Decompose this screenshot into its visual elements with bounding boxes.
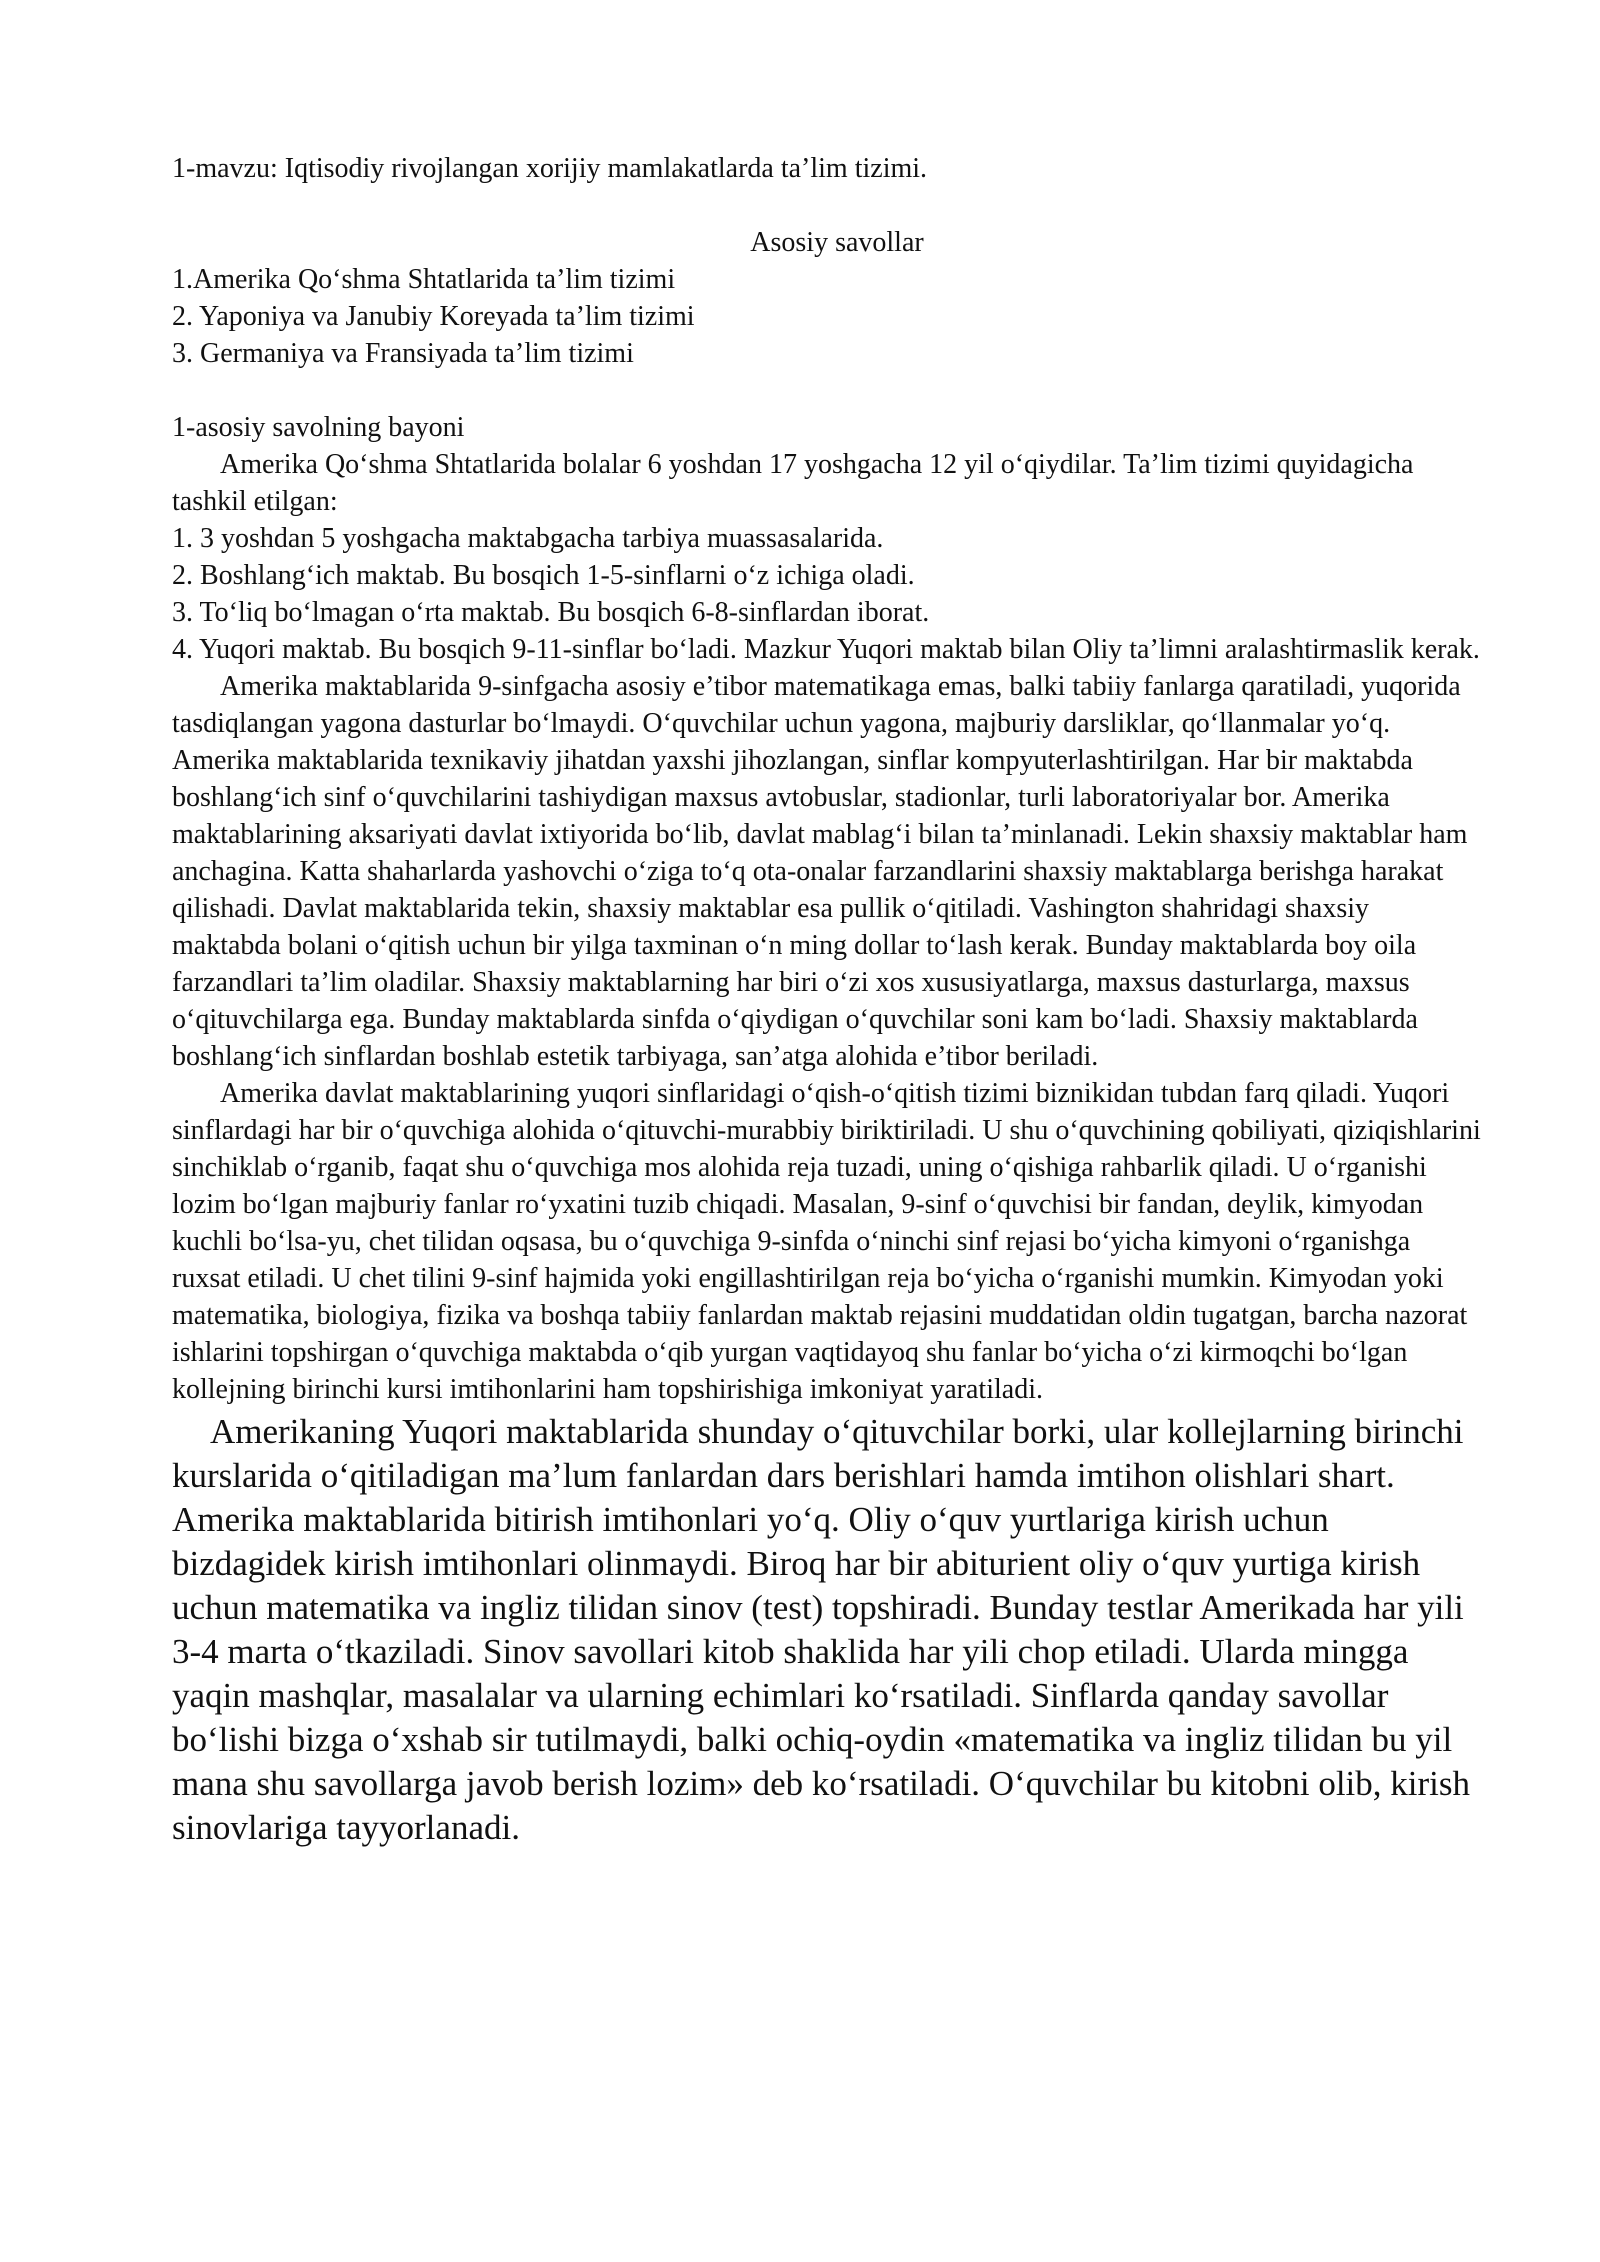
section-heading: 1-asosiy savolning bayoni bbox=[172, 412, 465, 443]
question-item-1: 1.Amerika Qo‘shma Shtatlarida ta’lim tizimi bbox=[172, 264, 676, 295]
stage-item-3: 3. To‘liq bo‘lmagan o‘rta maktab. Bu bosqich 6-8-sinflardan iborat. bbox=[172, 597, 930, 628]
spacer bbox=[172, 372, 1482, 409]
stage-item-4: 4. Yuqori maktab. Bu bosqich 9-11-sinflar bo‘ladi. Mazkur Yuqori maktab bilan Oliy ta’limni aralashtirmaslik kerak. bbox=[172, 634, 1480, 665]
intro-paragraph: Amerika Qo‘shma Shtatlarida bolalar 6 yoshdan 17 yoshgacha 12 yil o‘qiydilar. Ta’lim tizimi quyidagicha tashkil etilgan: bbox=[172, 449, 1414, 517]
document-page bbox=[172, 150, 1482, 1850]
question-item-2: 2. Yaponiya va Janubiy Koreyada ta’lim tizimi bbox=[172, 301, 695, 332]
stage-item-2: 2. Boshlang‘ich maktab. Bu bosqich 1-5-sinflarni o‘z ichiga oladi. bbox=[172, 560, 915, 591]
body-paragraph-4: Amerikaning Yuqori maktablarida shunday o‘qituvchilar borki, ular kollejlarning birinchi kurslarida o‘qitiladigan ma’lum fanlardan dars berishlari hamda imtihon olishlari shart. Amerika maktablarida bitirish imtihonlari yo‘q. Oliy o‘quv yurtlariga kirish uchun bizdagidek kirish imtihonlari olinmaydi. Biroq har bir abiturient oliy o‘quv yurtiga kirish uchun matematika va ingliz tilidan sinov (test) topshiradi. Bunday testlar Amerikada har yili 3-4 marta o‘tkaziladi. Sinov savollari kitob shaklida har yili chop etiladi. Ularda mingga yaqin mashqlar, masalalar va ularning echimlari ko‘rsatiladi. Sinflarda qanday savollar bo‘lishi bizga o‘xshab sir tutilmaydi, balki ochiq-oydin «matematika va ingliz tilidan bu yil mana shu savollarga javob berish lozim» deb ko‘rsatiladi. O‘quvchilar bu kitobni olib, kirish sinovlariga tayyorlanadi. bbox=[172, 1412, 1470, 1847]
body-paragraph-3: Amerika davlat maktablarining yuqori sinflaridagi o‘qish-o‘qitish tizimi biznikidan tubdan farq qiladi. Yuqori sinflardagi har bir o‘quvchiga alohida o‘qituvchi-murabbiy biriktiriladi. U shu o‘quvchining qobiliyati, qiziqishlarini sinchiklab o‘rganib, faqat shu o‘quvchiga mos alohida reja tuzadi, uning o‘qishiga rahbarlik qiladi. U o‘rganishi lozim bo‘lgan majburiy fanlar ro‘yxatini tuzib chiqadi. Masalan, 9-sinf o‘quvchisi bir fandan, deylik, kimyodan kuchli bo‘lsa-yu, chet tilidan oqsasa, bu o‘quvchiga 9-sinfda o‘ninchi sinf rejasi bo‘yicha kimyoni o‘rganishga ruxsat etiladi. U chet tilini 9-sinf hajmida yoki engillashtirilgan reja bo‘yicha o‘rganishi mumkin. Kimyodan yoki matematika, biologiya, fizika va boshqa tabiiy fanlardan maktab rejasini muddatidan oldin tugatgan, barcha nazorat ishlarini topshirgan o‘quvchiga maktabda o‘qib yurgan vaqtidayoq shu fanlar bo‘yicha o‘zi kirmoqchi bo‘lgan kollejning birinchi kursi imtihonlarini ham topshirishiga imkoniyat yaratiladi. bbox=[172, 1078, 1481, 1405]
stage-item-1: 1. 3 yoshdan 5 yoshgacha maktabgacha tarbiya muassasalarida. bbox=[172, 523, 884, 554]
question-item-3: 3. Germaniya va Fransiyada ta’lim tizimi bbox=[172, 338, 634, 369]
questions-heading: Asosiy savollar bbox=[750, 227, 924, 258]
body-paragraph-2: Amerika maktablarida 9-sinfgacha asosiy e’tibor matematikaga emas, balki tabiiy fanlarga qaratiladi, yuqorida tasdiqlangan yagona dasturlar bo‘lmaydi. O‘quvchilar uchun yagona, majburiy darsliklar, qo‘llanmalar yo‘q. Amerika maktablarida texnikaviy jihatdan yaxshi jihozlangan, sinflar kompyuterlashtirilgan. Har bir maktabda boshlang‘ich sinf o‘quvchilarini tashiydigan maxsus avtobuslar, stadionlar, turli laboratoriyalar bor. Amerika maktablarining aksariyati davlat ixtiyorida bo‘lib, davlat mablag‘i bilan ta’minlanadi. Lekin shaxsiy maktablar ham anchagina. Katta shaharlarda yashovchi o‘ziga to‘q ota-onalar farzandlarini shaxsiy maktablarga berishga harakat qilishadi. Davlat maktablarida tekin, shaxsiy maktablar esa pullik o‘qitiladi. Vashington shahridagi shaxsiy maktabda bolani o‘qitish uchun bir yilga taxminan o‘n ming dollar to‘lash kerak. Bunday maktablarda boy oila farzandlari ta’lim oladilar. Shaxsiy maktablarning har biri o‘zi xos xususiyatlarga, maxsus dasturlarga, maxsus o‘qituvchilarga ega. Bunday maktablarda sinfda o‘qiydigan o‘quvchilar soni kam bo‘ladi. Shaxsiy maktablarda boshlang‘ich sinflardan boshlab estetik tarbiyaga, san’atga alohida e’tibor beriladi. bbox=[172, 671, 1468, 1072]
document-title: 1-mavzu: Iqtisodiy rivojlangan xorijiy mamlakatlarda ta’lim tizimi. bbox=[172, 153, 928, 184]
